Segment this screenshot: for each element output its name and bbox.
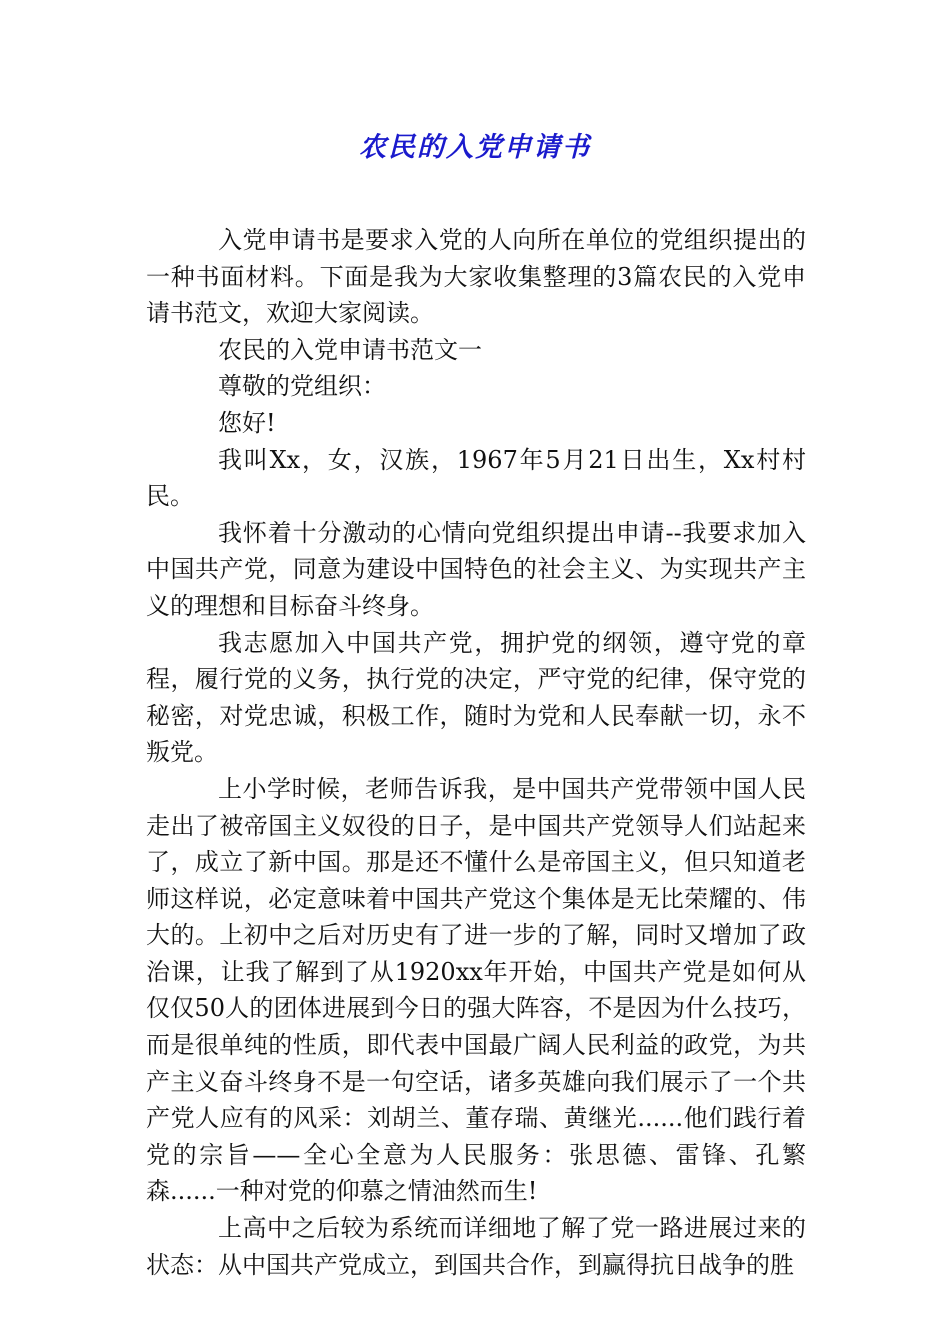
paragraph-pledge: 我志愿加入中国共产党，拥护党的纲领，遵守党的章程，履行党的义务，执行党的决定，严守党的纪律，保守党的秘密，对党忠诚，积极工作，随时为党和人民奉献一切，永不叛党。	[146, 628, 806, 767]
paragraph-application: 我怀着十分激动的心情向党组织提出申请--我要求加入中国共产党，同意为建设中国特色的社会主义、为实现共产主义的理想和目标奋斗终身。	[146, 518, 806, 620]
paragraph-self-intro: 我叫Xx，女，汉族，1967年5月21日出生，Xx村村民。	[146, 445, 806, 511]
paragraph-high-school: 上高中之后较为系统而详细地了解了党一路进展过来的状态：从中国共产党成立，到国共合作，到赢得抗日战争的胜	[146, 1214, 806, 1279]
document-body	[146, 222, 806, 1283]
paragraph-school-history: 上小学时候，老师告诉我，是中国共产党带领中国人民走出了被帝国主义奴役的日子，是中国共产党领导人们站起来了，成立了新中国。那是还不懂什么是帝国主义，但只知道老师这样说，必定意味着中国共产党这个集体是无比荣耀的、伟大的。上初中之后对历史有了进一步的了解，同时又增加了政治课，让我了解到了从1920xx年开始，中国共产党是如何从仅仅50人的团体进展到今日的强大阵容，不是因为什么技巧，而是很单纯的性质，即代表中国最广阔人民利益的政党，为共产主义奋斗终身不是一句空话，诸多英雄向我们展示了一个共产党人应有的风采：刘胡兰、董存瑞、黄继光......他们践行着党的宗旨——全心全意为人民服务：张思德、雷锋、孔繁森......一种对党的仰慕之情油然而生!	[146, 774, 806, 1206]
paragraph-sample-heading: 农民的入党申请书范文一	[218, 335, 482, 364]
document-title: 农民的入党申请书	[359, 132, 591, 163]
paragraph-intro: 入党申请书是要求入党的人向所在单位的党组织提出的一种书面材料。下面是我为大家收集整理的3篇农民的入党申请书范文，欢迎大家阅读。	[146, 226, 806, 328]
paragraph-greeting: 您好!	[218, 408, 276, 437]
paragraph-salutation: 尊敬的党组织：	[218, 372, 386, 401]
